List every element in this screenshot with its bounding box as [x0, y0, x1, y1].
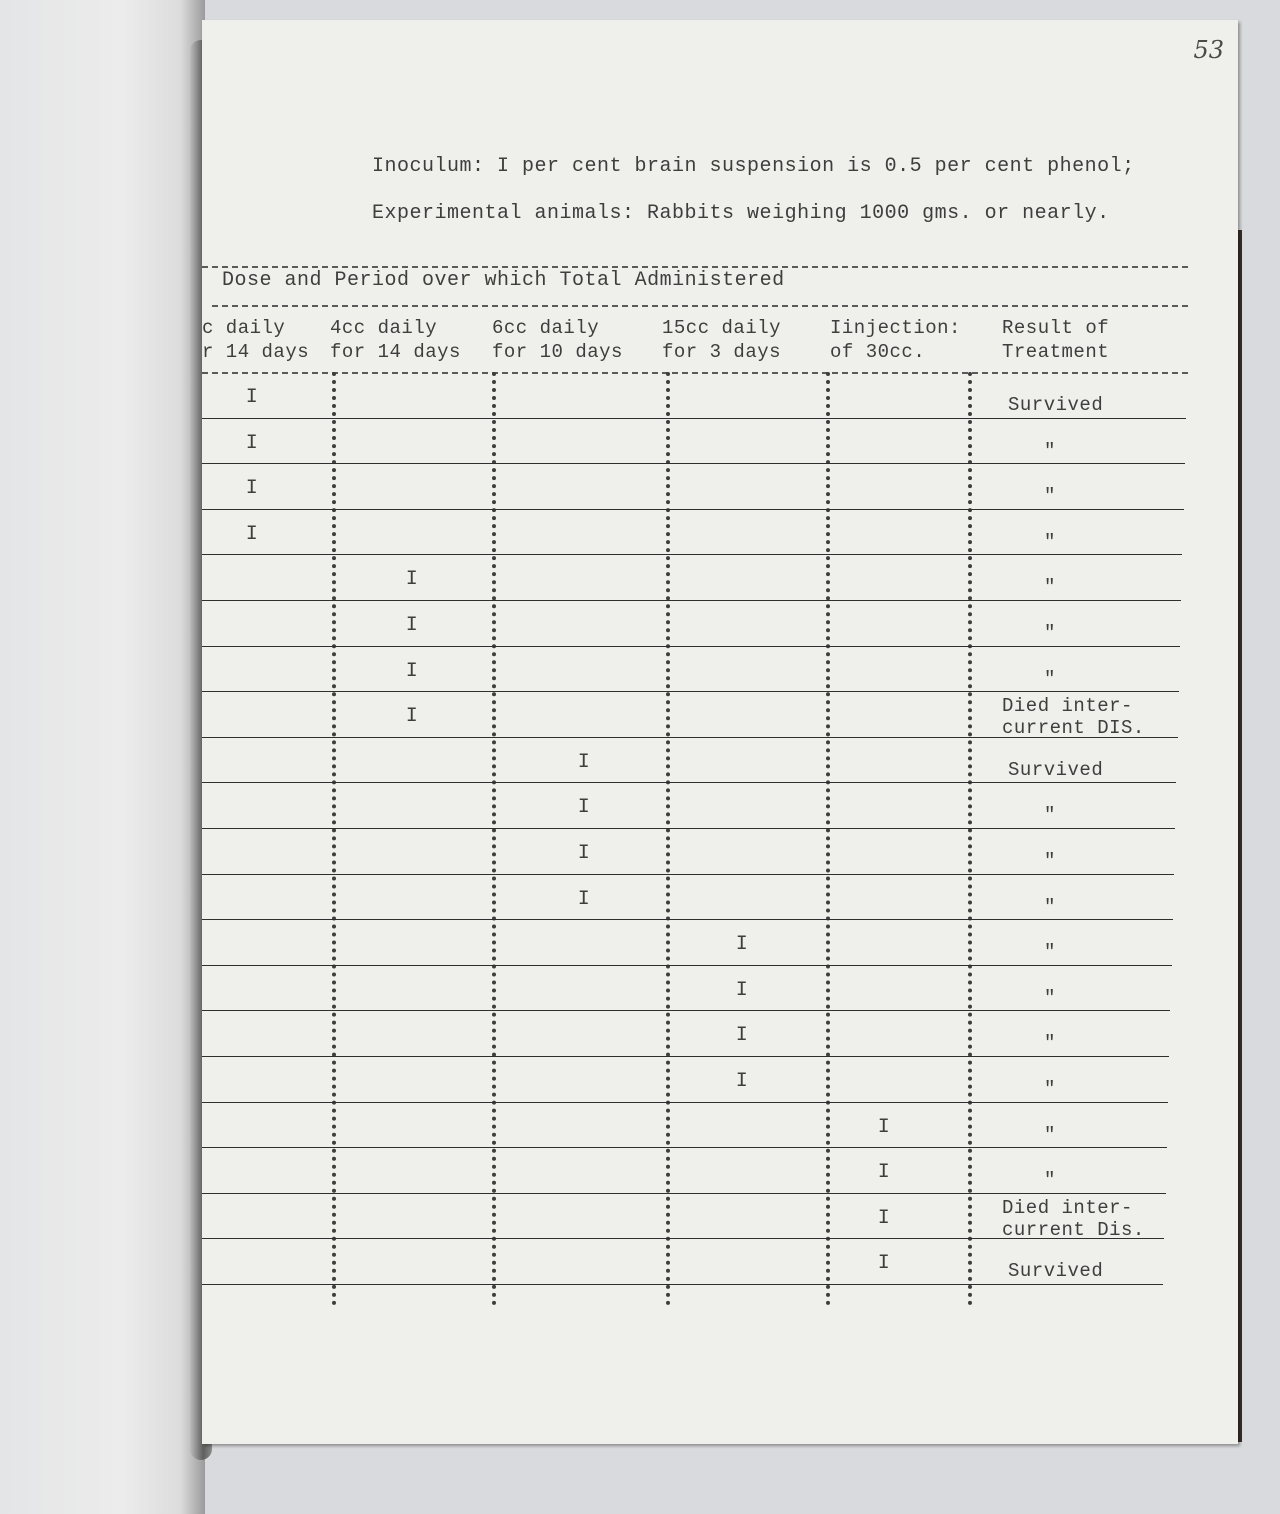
row-result: ": [1044, 1032, 1056, 1055]
group-title: Dose and Period over which Total Administered: [222, 269, 785, 292]
row-result: ": [1044, 804, 1056, 827]
row-result-line1: Died inter-: [1002, 1196, 1133, 1219]
column-header-line2: of 30cc.: [830, 341, 926, 363]
left-page: [0, 0, 205, 1514]
row-rule: [202, 919, 1173, 920]
table-top-rule: [202, 266, 1188, 268]
row-mark: I: [577, 887, 591, 911]
row-result: Survived: [1008, 1260, 1104, 1283]
row-mark: I: [245, 522, 259, 546]
row-mark: I: [405, 568, 419, 592]
row-mark: I: [577, 842, 591, 865]
row-result: ": [1044, 439, 1056, 462]
column-header-5: [830, 316, 961, 364]
animals-line: Experimental animals: Rabbits weighing 1000 gms. or nearly.: [372, 202, 1110, 225]
column-header-line2: for 14 days: [330, 341, 461, 363]
row-mark: I: [877, 1161, 891, 1185]
row-result: ": [1044, 622, 1056, 644]
row-mark: I: [735, 1024, 749, 1048]
row-result: Survived: [1008, 758, 1104, 781]
row-result: ": [1044, 895, 1056, 918]
column-header-line1: c daily: [202, 317, 286, 339]
row-mark: I: [735, 978, 749, 1002]
column-separator: [666, 372, 670, 1306]
column-separator: [968, 372, 972, 1306]
row-rule: [202, 691, 1179, 692]
page-number: 53: [1193, 36, 1224, 64]
column-header-line2: r 14 days: [202, 341, 310, 363]
column-header-3: [492, 316, 623, 364]
column-separator: [492, 372, 496, 1306]
row-rule: [202, 1056, 1169, 1057]
column-header-1: [202, 316, 309, 364]
header-bottom-rule: [202, 372, 1188, 374]
row-rule: [202, 1010, 1170, 1011]
row-result: ": [1044, 1078, 1056, 1100]
row-mark: I: [245, 431, 259, 455]
column-separator: [332, 372, 336, 1306]
column-separator: [826, 372, 830, 1306]
row-mark: I: [735, 933, 749, 957]
row-result-line2: current DIS.: [1002, 717, 1145, 740]
column-header-line1: Result of: [1002, 317, 1110, 339]
row-mark: I: [735, 1070, 749, 1093]
row-result: [1002, 695, 1145, 739]
row-result: ": [1044, 485, 1056, 508]
row-rule: [202, 418, 1186, 419]
column-header-4: [662, 316, 781, 364]
row-result: ": [1044, 1169, 1056, 1192]
column-header-2: [330, 316, 461, 364]
row-result: ": [1044, 576, 1056, 599]
row-rule: [202, 1193, 1166, 1194]
column-header-line2: for 10 days: [492, 341, 623, 363]
row-rule: [202, 782, 1176, 783]
row-rule: [202, 737, 1178, 738]
row-result: ": [1044, 1123, 1056, 1146]
row-rule: [202, 509, 1184, 510]
row-result: Survived: [1008, 394, 1104, 416]
group-title-rule: [212, 305, 1188, 307]
row-rule: [202, 554, 1182, 555]
row-mark: I: [577, 750, 591, 774]
column-header-line2: for 3 days: [662, 341, 782, 363]
row-rule: [202, 646, 1180, 647]
inoculum-line: Inoculum: I per cent brain suspension is 0.5 per cent phenol;: [372, 155, 1135, 178]
row-mark: I: [405, 705, 419, 729]
row-rule: [202, 874, 1174, 875]
column-header-line1: 4cc daily: [330, 317, 438, 339]
column-header-6: [1002, 316, 1109, 364]
row-mark: I: [245, 386, 259, 409]
row-result: ": [1044, 530, 1056, 553]
row-result: [1002, 1197, 1145, 1241]
row-result-line2: current Dis.: [1002, 1218, 1145, 1241]
row-mark: I: [245, 477, 259, 501]
row-mark: I: [877, 1252, 891, 1276]
row-result: ": [1044, 941, 1056, 964]
column-header-line1: Iinjection:: [830, 317, 961, 339]
row-rule: [202, 1102, 1168, 1103]
row-mark: I: [405, 614, 419, 637]
document-page: [202, 20, 1238, 1444]
row-mark: I: [877, 1115, 891, 1139]
row-rule: [202, 1284, 1163, 1285]
row-rule: [202, 828, 1175, 829]
row-rule: [202, 965, 1172, 966]
column-header-line1: 15cc daily: [662, 317, 782, 339]
column-header-line1: 6cc daily: [492, 317, 600, 339]
row-rule: [202, 1238, 1164, 1239]
row-rule: [202, 1147, 1167, 1148]
row-result-line1: Died inter-: [1002, 695, 1133, 718]
row-mark: I: [577, 796, 591, 820]
row-result: ": [1044, 986, 1056, 1009]
column-header-line2: Treatment: [1002, 341, 1110, 363]
row-mark: I: [877, 1206, 891, 1230]
row-result: ": [1044, 667, 1056, 690]
row-rule: [202, 600, 1181, 601]
row-result: ": [1044, 850, 1056, 872]
row-mark: I: [405, 659, 419, 683]
row-rule: [202, 463, 1185, 464]
